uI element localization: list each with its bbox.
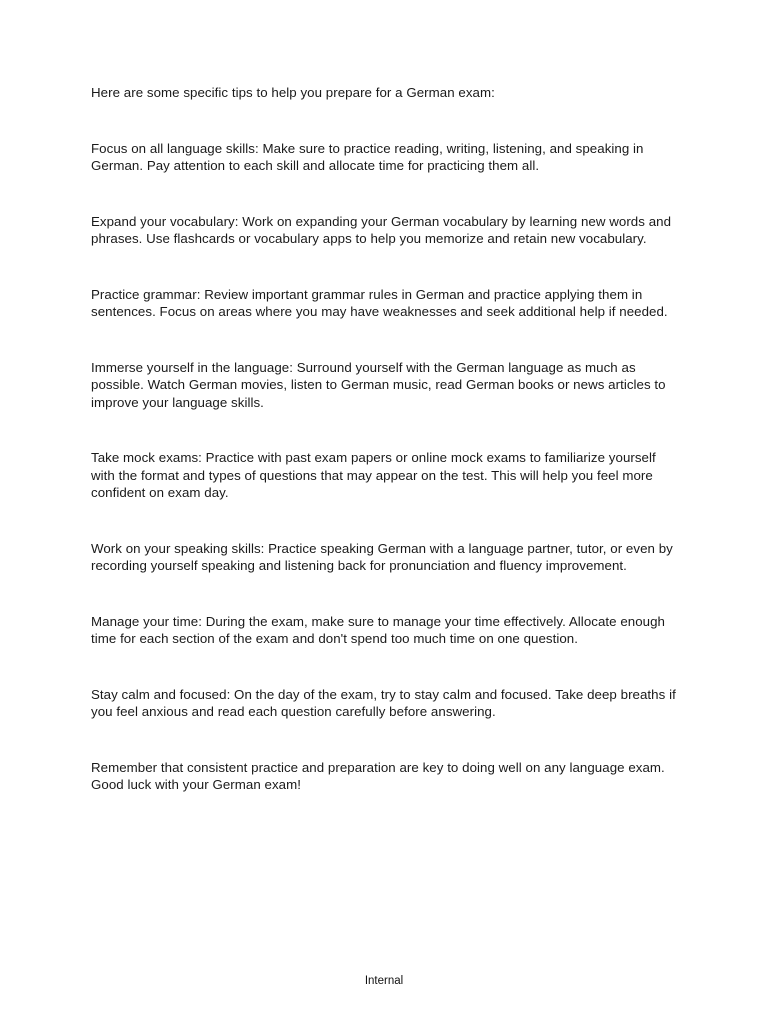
document-body (91, 84, 683, 832)
tip-paragraph-time-management: Manage your time: During the exam, make sure to manage your time effectively. Allocate enough time for each section of the exam and don't spend too much time on one question. (91, 613, 666, 646)
tip-paragraph-grammar: Practice grammar: Review important grammar rules in German and practice applying them in sentences. Focus on areas where you may have weaknesses and seek additional help if needed. (91, 286, 668, 319)
tip-paragraph-immersion: Immerse yourself in the language: Surround yourself with the German language as much as possible. Watch German movies, listen to German music, read German books or news articles to improve your language skills. (91, 359, 666, 410)
tip-paragraph-mock-exams: Take mock exams: Practice with past exam papers or online mock exams to familiarize yourself with the format and types of questions that may appear on the test. This will help you feel more confident on exam day. (91, 450, 656, 500)
classification-footer: Internal (364, 975, 404, 987)
intro-paragraph: Here are some specific tips to help you prepare for a German exam: (91, 85, 495, 100)
closing-paragraph: Remember that consistent practice and preparation are key to doing well on any language exam. Good luck with your German exam! (91, 759, 665, 792)
tip-paragraph-stay-calm: Stay calm and focused: On the day of the exam, try to stay calm and focused. Take deep breaths if you feel anxious and read each question carefully before answering. (91, 686, 676, 719)
tip-paragraph-vocabulary: Expand your vocabulary: Work on expanding your German vocabulary by learning new words and phrases. Use flashcards or vocabulary apps to help you memorize and retain new vocabulary. (91, 213, 672, 246)
tip-paragraph-speaking: Work on your speaking skills: Practice speaking German with a language partner, tutor, or even by recording yourself speaking and listening back for pronunciation and fluency improvement. (91, 540, 673, 573)
tip-paragraph-focus-skills: Focus on all language skills: Make sure to practice reading, writing, listening, and speaking in German. Pay attention to each skill and allocate time for practicing them all. (91, 140, 644, 173)
